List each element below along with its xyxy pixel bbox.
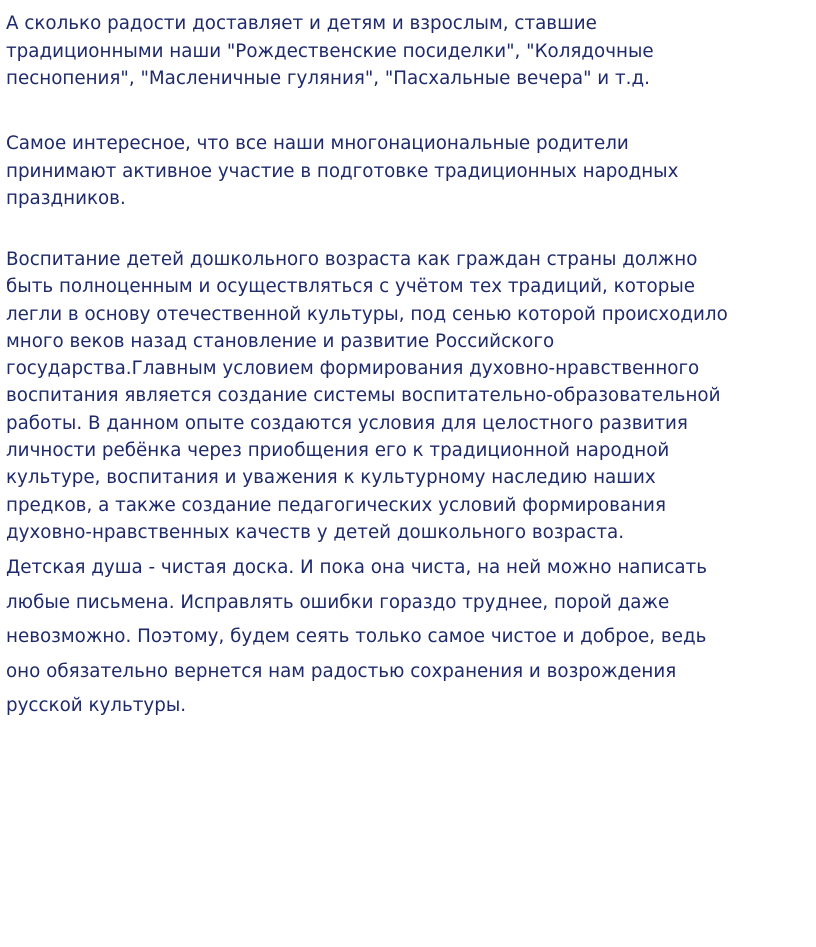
text-line: А сколько радости доставляет и детям и взрослым, ставшие — [6, 13, 597, 34]
text-line: работы. В данном опыте создаются условия для целостного развития — [6, 412, 688, 434]
text-line: много веков назад становление и развитие Российского — [6, 330, 555, 352]
text-line: легли в основу отечественной культуры, под сенью которой происходило — [6, 303, 728, 325]
text-line: любые письмена. Исправлять ошибки гораздо труднее, порой даже — [6, 591, 670, 613]
text-line: песнопения", "Масленичные гуляния", "Пасхальные вечера" и т.д. — [6, 68, 650, 89]
text-line: личности ребёнка через приобщения его к традиционной народной — [6, 440, 670, 462]
paragraph-traditions — [6, 10, 654, 93]
text-line: праздников. — [6, 188, 126, 209]
text-line: предков, а также создание педагогических условий формирования — [6, 494, 666, 516]
text-line: Детская душа - чистая доска. И пока она чиста, на ней можно написать — [6, 557, 707, 578]
text-line: традиционными наши "Рождественские посиделки", "Колядочные — [6, 40, 654, 62]
text-line: невозможно. Поэтому, будем сеять только самое чистое и доброе, ведь — [6, 626, 707, 648]
paragraph-child-soul — [6, 551, 707, 724]
paragraph-education — [6, 246, 728, 546]
text-line: оно обязательно вернется нам радостью сохранения и возрождения — [6, 660, 677, 682]
paragraph-parents — [6, 130, 678, 213]
text-line: воспитания является создание системы воспитательно-образовательной — [6, 385, 721, 407]
text-line: государства.Главным условием формирования духовно-нравственного — [6, 358, 700, 380]
text-line: принимают активное участие в подготовке традиционных народных — [6, 160, 679, 182]
text-line: русской культуры. — [6, 695, 187, 717]
text-line: культуре, воспитания и уважения к культурному наследию наших — [6, 467, 656, 489]
text-line: Самое интересное, что все наши многонациональные родители — [6, 133, 629, 154]
text-line: Воспитание детей дошкольного возраста как граждан страны должно — [6, 249, 698, 270]
text-line: духовно-нравственных качеств у детей дошкольного возраста. — [6, 521, 625, 543]
text-line: быть полноценным и осуществляться с учётом тех традиций, которые — [6, 276, 696, 298]
